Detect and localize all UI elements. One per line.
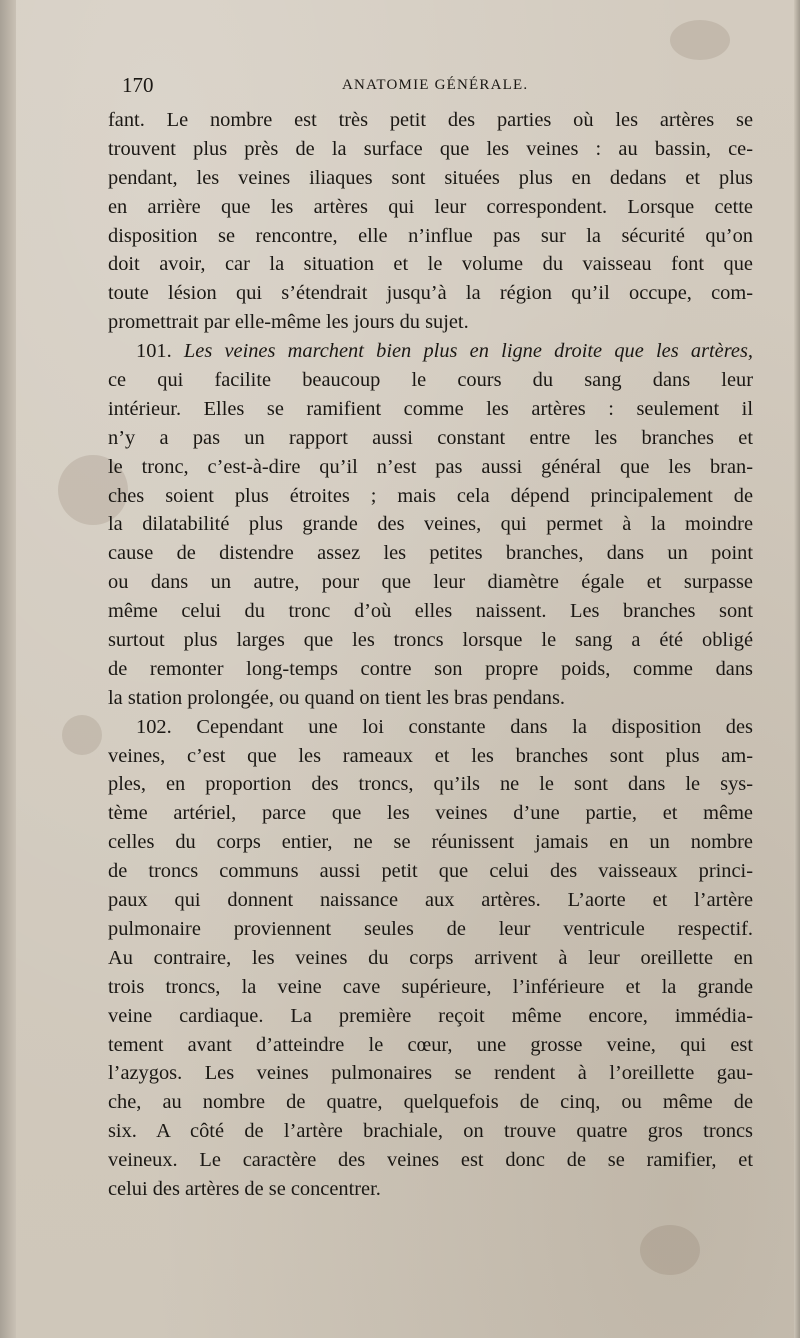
paragraph-101-first-line: [108, 337, 753, 366]
text-line: de remonter long-temps contre son propre poids, comme dans: [108, 657, 753, 680]
text-line: six. A côté de l’artère brachiale, on trouve quatre gros troncs: [108, 1120, 753, 1143]
text-line: ches soient plus étroites ; mais cela dépend principalement de: [108, 484, 753, 507]
text-line: cause de distendre assez les petites branches, dans un point: [108, 542, 753, 565]
text-line: le tronc, c’est-à-dire qu’il n’est pas aussi général que les bran-: [108, 455, 753, 478]
page-edge: [794, 0, 800, 1338]
text-line: trois troncs, la veine cave supérieure, l’inférieure et la grande: [108, 975, 753, 998]
text-line: ou dans un autre, pour que leur diamètre égale et surpasse: [108, 571, 753, 594]
text-line: veines, c’est que les rameaux et les branches sont plus am-: [108, 744, 753, 767]
text-line: fant. Le nombre est très petit des parties où les artères se: [108, 109, 753, 131]
text-line: de troncs communs aussi petit que celui des vaisseaux princi-: [108, 860, 753, 883]
text-line: en arrière que les artères qui leur correspondent. Lorsque cette: [108, 195, 753, 218]
text-line: toute lésion qui s’étendrait jusqu’à la région qu’il occupe, com-: [108, 282, 753, 305]
foxing-stain: [62, 715, 102, 755]
text-line: l’azygos. Les veines pulmonaires se rendent à l’oreillette gau-: [108, 1062, 753, 1085]
text-line: surtout plus larges que les troncs lorsque le sang a été obligé: [108, 629, 753, 652]
text-line: disposition se rencontre, elle n’influe pas sur la sécurité qu’on: [108, 224, 753, 247]
body-text: [108, 106, 753, 1204]
italic-statement: Les veines marchent bien plus en ligne droite que les artères,: [183, 340, 753, 363]
text-line: promettrait par elle-même les jours du sujet.: [108, 311, 469, 334]
text-line: ce qui facilite beaucoup le cours du sang dans leur: [108, 369, 753, 392]
running-head-title: ANATOMIE GÉNÉRALE.: [342, 77, 529, 93]
text-line: che, au nombre de quatre, quelquefois de cinq, ou même de: [108, 1091, 753, 1114]
text-line: la station prolongée, ou quand on tient les bras pendans.: [108, 686, 565, 709]
text-line: paux qui donnent naissance aux artères. L’aorte et l’artère: [108, 889, 753, 912]
foxing-stain: [640, 1225, 700, 1275]
text-line: pendant, les veines iliaques sont situées plus en dedans et plus: [108, 166, 753, 189]
text-line: veine cardiaque. La première reçoit même encore, immédia-: [108, 1004, 753, 1027]
foxing-stain: [670, 20, 730, 60]
paragraph-number: 102.: [136, 715, 172, 738]
paragraph-102-first-line: [108, 713, 753, 742]
paragraph-number: 101.: [136, 340, 172, 363]
text-line: tème artériel, parce que les veines d’une partie, et même: [108, 802, 753, 825]
text-line: n’y a pas un rapport aussi constant entre les branches et: [108, 426, 753, 449]
text-line: doit avoir, car la situation et le volume du vaisseau font que: [108, 253, 753, 276]
running-header: [122, 73, 750, 99]
text-line: tement avant d’atteindre le cœur, une grosse veine, qui est: [108, 1033, 753, 1056]
text-line: même celui du tronc d’où elles naissent. Les branches sont: [108, 600, 753, 623]
text-line: la dilatabilité plus grande des veines, qui permet à la moindre: [108, 513, 753, 536]
paragraph-opening: Cependant une loi constante dans la disposition des: [196, 715, 753, 738]
text-line: celles du corps entier, ne se réunissent jamais en un nombre: [108, 831, 753, 854]
text-line: ples, en proportion des troncs, qu’ils ne le sont dans le sys-: [108, 773, 753, 796]
text-line: veineux. Le caractère des veines est donc de se ramifier, et: [108, 1149, 753, 1172]
text-line: pulmonaire proviennent seules de leur ventricule respectif.: [108, 917, 753, 940]
text-line: intérieur. Elles se ramifient comme les artères : seulement il: [108, 397, 753, 420]
text-line: trouvent plus près de la surface que les veines : au bassin, ce-: [108, 137, 753, 160]
page-gutter: [0, 0, 16, 1338]
page-number: 170: [122, 73, 154, 97]
text-line: Au contraire, les veines du corps arrivent à leur oreillette en: [108, 946, 753, 969]
text-line: celui des artères de se concentrer.: [108, 1177, 381, 1200]
